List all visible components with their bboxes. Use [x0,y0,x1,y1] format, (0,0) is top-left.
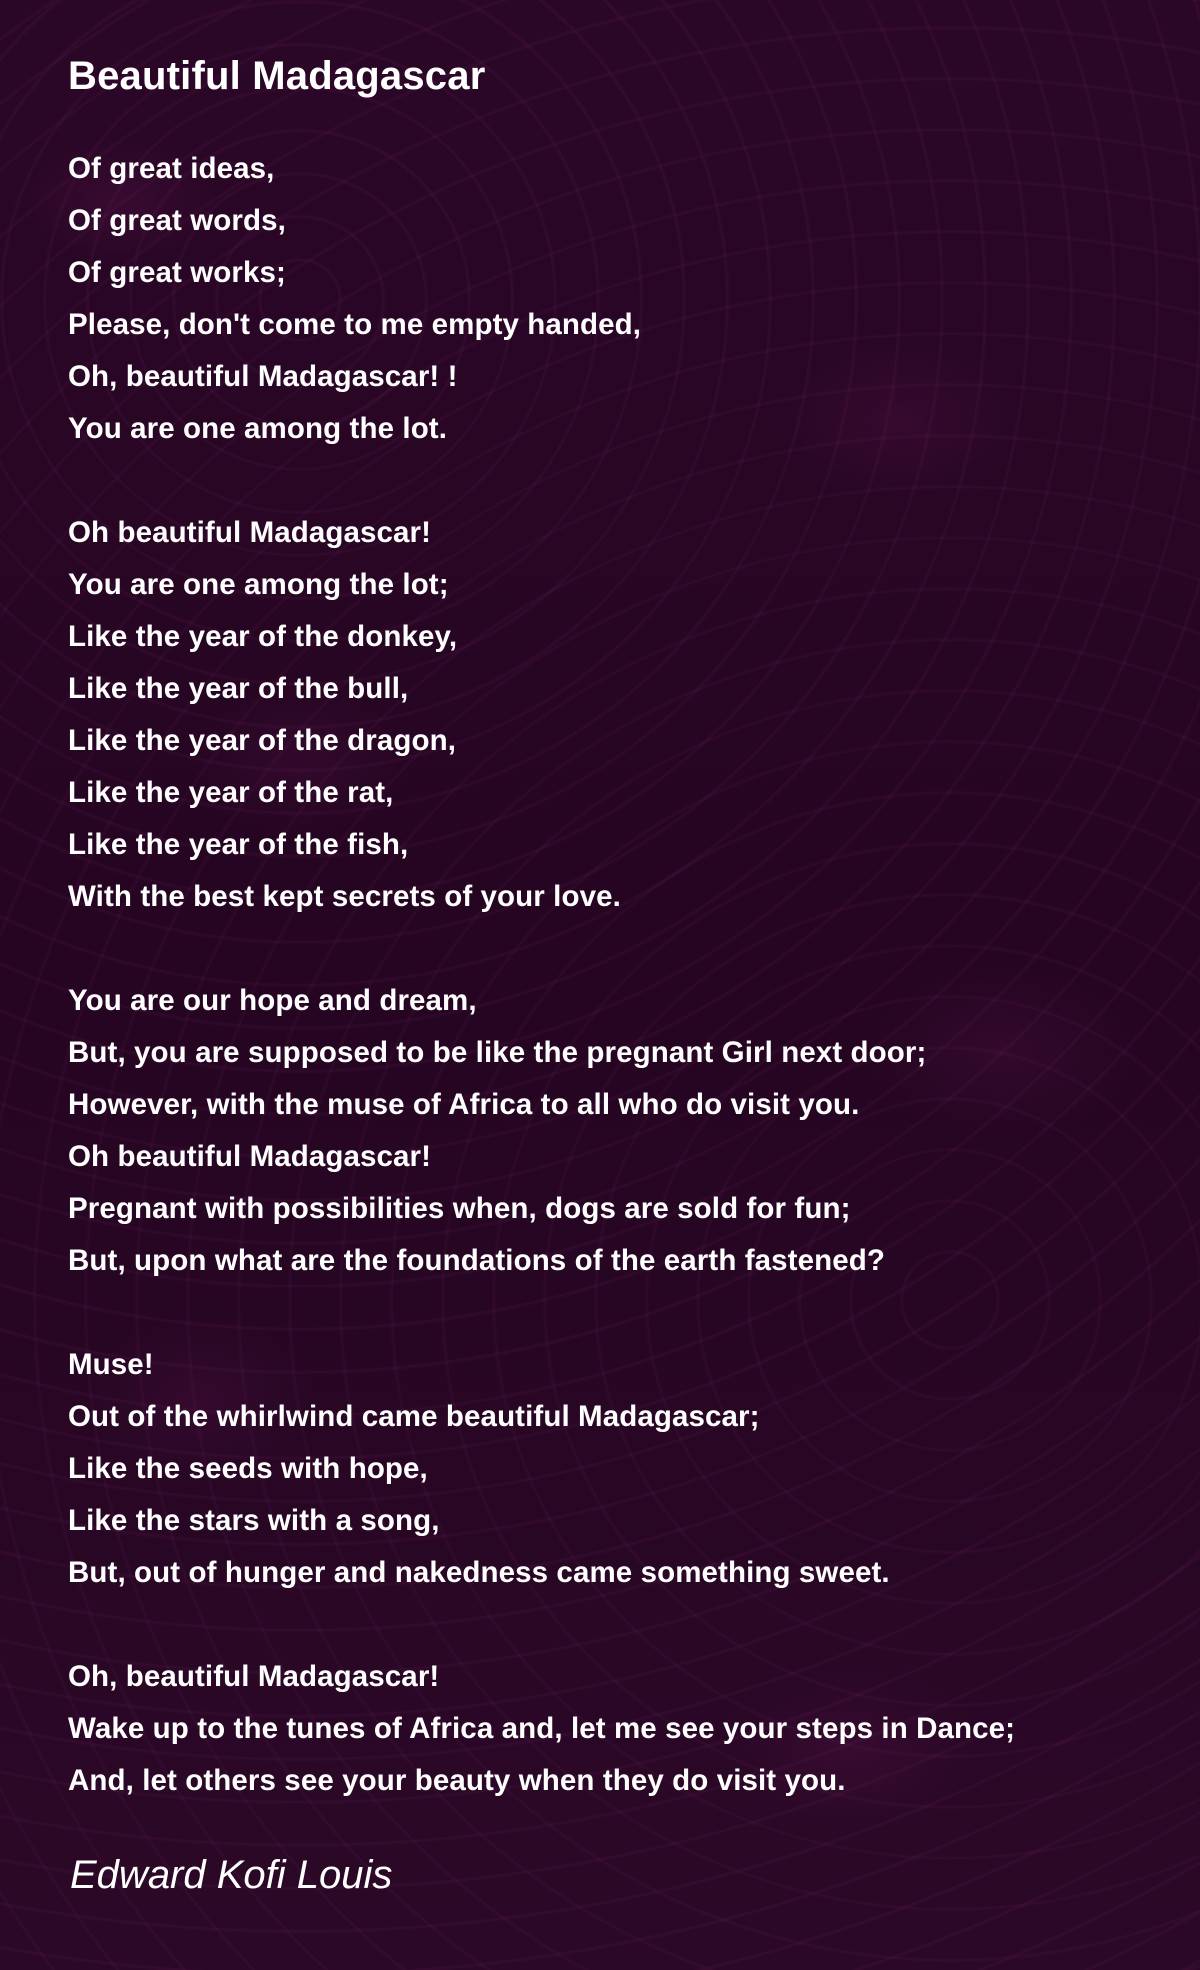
poem-line: Oh beautiful Madagascar! [68,1140,432,1173]
poem-line: You are one among the lot. [68,412,448,445]
poem-line: Like the seeds with hope, [68,1452,428,1485]
poem-line: However, with the muse of Africa to all who do visit you. [68,1088,860,1121]
poem-line: Like the year of the donkey, [68,620,458,653]
poem-line: Oh beautiful Madagascar! [68,516,432,549]
poem-line: You are our hope and dream, [68,984,477,1017]
poem-line: Out of the whirlwind came beautiful Madagascar; [68,1400,760,1433]
poem-line: Wake up to the tunes of Africa and, let me see your steps in Dance; [68,1712,1016,1745]
poem-line: Like the year of the bull, [68,672,409,705]
poem-line: Like the year of the fish, [68,828,409,861]
poem-line: Oh, beautiful Madagascar! [68,1660,440,1693]
poem-line: Like the year of the dragon, [68,724,457,757]
poem-line: Oh, beautiful Madagascar! ! [68,360,458,393]
poem-line: Like the stars with a song, [68,1504,440,1537]
stanza [68,143,1168,455]
poem-line: But, you are supposed to be like the pregnant Girl next door; [68,1036,927,1069]
poem-card [68,46,1168,1903]
poem-line: But, out of hunger and nakedness came something sweet. [68,1556,890,1589]
poem-line: And, let others see your beauty when they do visit you. [68,1764,846,1797]
stanza [68,1339,1168,1599]
poem-line: Of great ideas, [68,152,275,185]
poem-line: Of great words, [68,204,286,237]
stanza [68,975,1168,1287]
poem-line: With the best kept secrets of your love. [68,880,621,913]
poem-line: You are one among the lot; [68,568,449,601]
poem-body [68,143,1168,1807]
poem-line: Of great works; [68,256,286,289]
poem-line: Muse! [68,1348,154,1381]
poem-line: Pregnant with possibilities when, dogs are sold for fun; [68,1192,851,1225]
stanza [68,507,1168,923]
poem-title: Beautiful Madagascar [68,54,486,98]
poem-line: But, upon what are the foundations of the earth fastened? [68,1244,885,1277]
poem-line: Like the year of the rat, [68,776,394,809]
poem-line: Please, don't come to me empty handed, [68,308,642,341]
stanza [68,1651,1168,1807]
poem-author: Edward Kofi Louis [70,1853,393,1897]
